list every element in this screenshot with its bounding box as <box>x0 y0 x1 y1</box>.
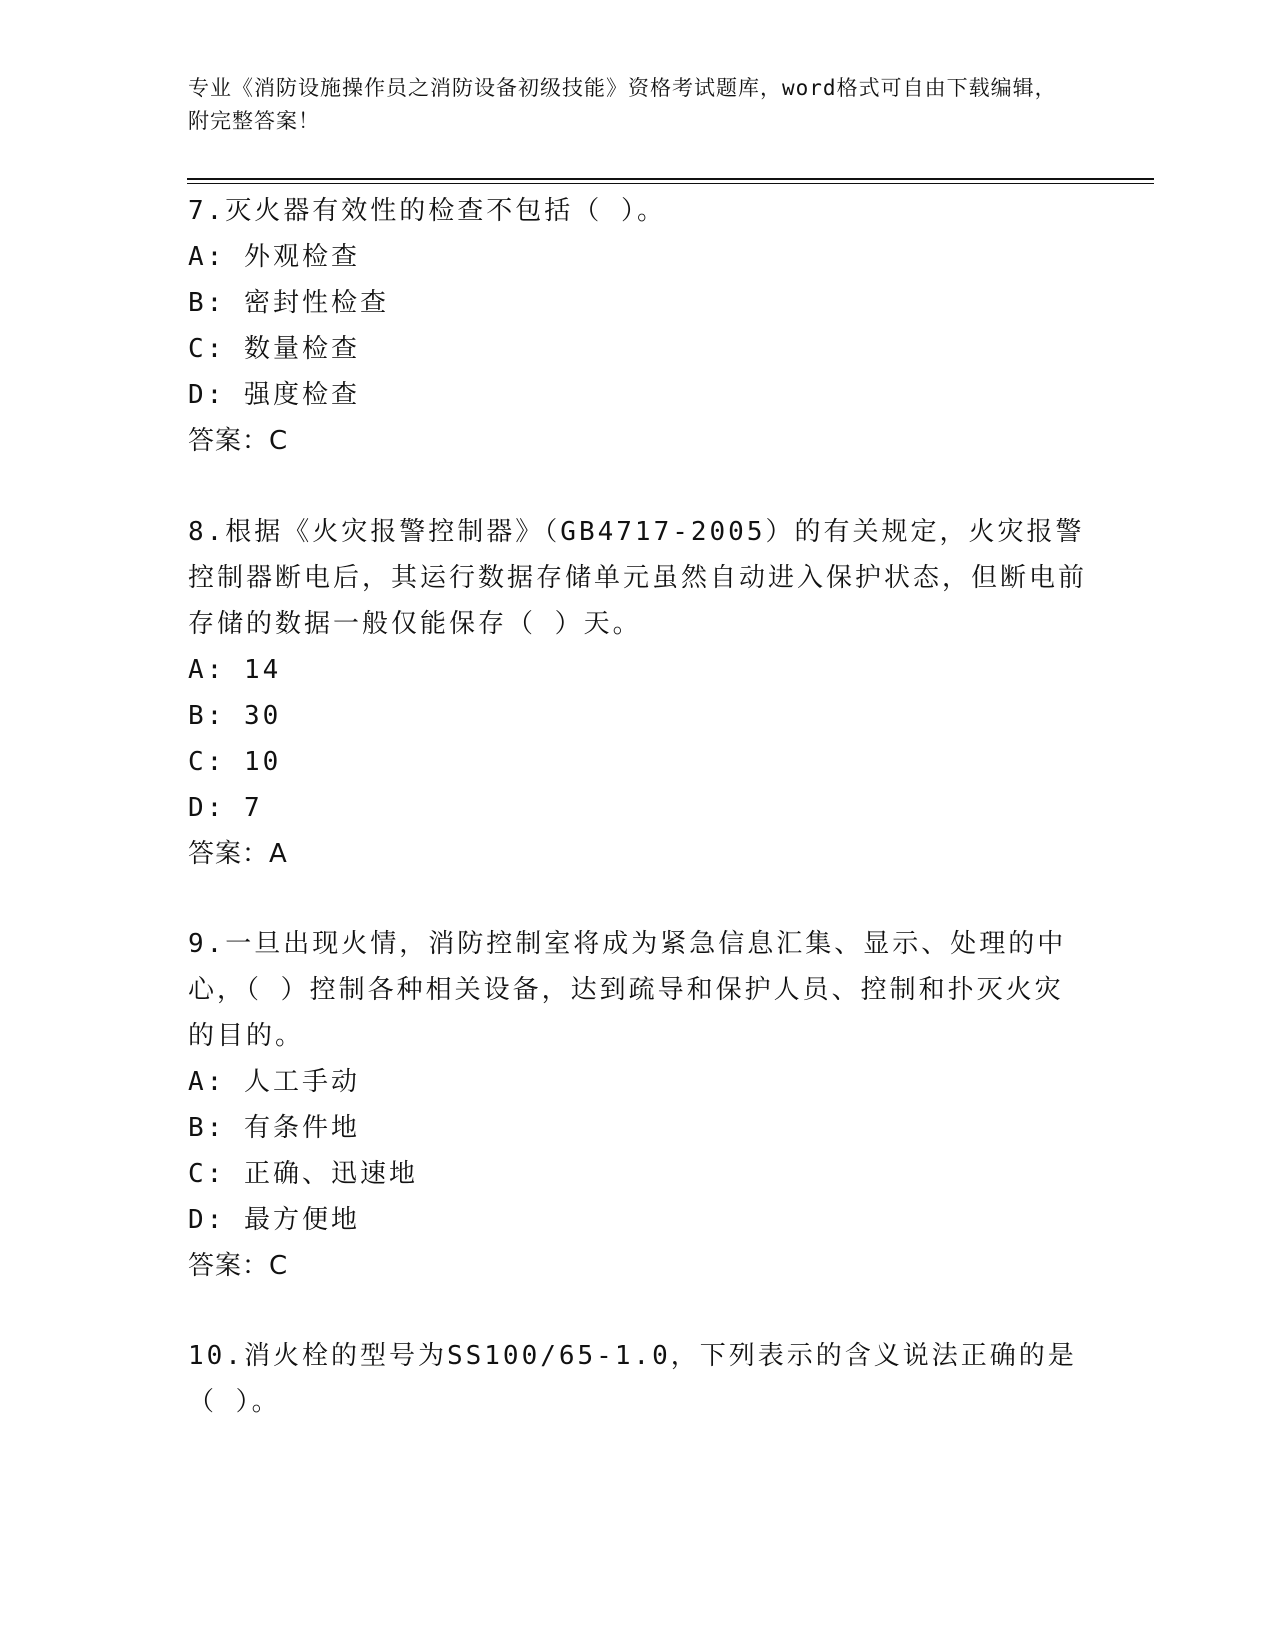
option-a: A: 14 <box>188 655 282 685</box>
question-10 <box>188 1333 1088 1425</box>
option-c: C: 正确、迅速地 <box>188 1159 418 1189</box>
answer: 答案：C <box>188 426 289 456</box>
question-7 <box>188 188 1088 464</box>
option-b: B: 密封性检查 <box>188 288 389 318</box>
question-stem: 10.消火栓的型号为SS100/65-1.0，下列表示的含义说法正确的是（ ）。 <box>188 1341 1077 1417</box>
option-c: C: 数量检查 <box>188 334 360 364</box>
question-9 <box>188 921 1088 1289</box>
option-c: C: 10 <box>188 747 282 777</box>
option-b: B: 有条件地 <box>188 1113 360 1143</box>
option-d: D: 7 <box>188 793 263 823</box>
question-stem: 7.灭火器有效性的检查不包括（ ）。 <box>188 196 666 226</box>
header-divider-thin <box>187 183 1154 184</box>
option-a: A: 外观检查 <box>188 242 360 272</box>
question-stem: 9.一旦出现火情，消防控制室将成为紧急信息汇集、显示、处理的中心，（ ）控制各种相关设备，达到疏导和保护人员、控制和扑灭火灾的目的。 <box>188 929 1067 1051</box>
document-header: 专业《消防设施操作员之消防设备初级技能》资格考试题库，word格式可自由下载编辑，附完整答案！ <box>188 76 1057 133</box>
option-d: D: 最方便地 <box>188 1205 360 1235</box>
option-b: B: 30 <box>188 701 282 731</box>
answer: 答案：A <box>188 839 288 869</box>
option-a: A: 人工手动 <box>188 1067 360 1097</box>
header-divider <box>187 178 1154 180</box>
question-8 <box>188 509 1088 877</box>
answer: 答案：C <box>188 1251 289 1281</box>
option-d: D: 强度检查 <box>188 380 360 410</box>
question-stem: 8.根据《火灾报警控制器》（GB4717-2005）的有关规定，火灾报警控制器断电后，其运行数据存储单元虽然自动进入保护状态，但断电前存储的数据一般仅能保存（ ）天。 <box>188 517 1088 639</box>
